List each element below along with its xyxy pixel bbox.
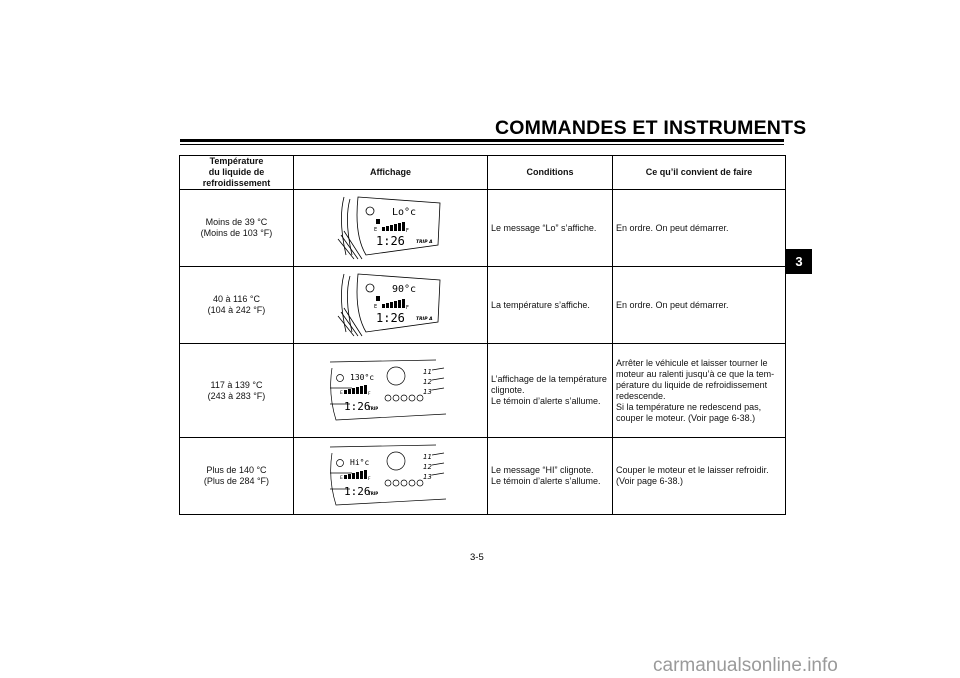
dashboard-display-illustration	[336, 195, 446, 261]
watermark[interactable]: carmanualsonline.info	[653, 655, 838, 676]
display-readout: 130°c	[349, 372, 374, 382]
svg-text:11: 11	[422, 367, 432, 376]
display-trip: TRIP A	[415, 240, 433, 245]
warning-icon	[366, 207, 374, 215]
svg-text:12: 12	[422, 377, 432, 386]
table-row	[180, 438, 786, 515]
table-row	[180, 344, 786, 438]
temperature-cell: 117 à 139 °C (243 à 283 °F)	[180, 344, 294, 438]
chapter-tab: 3	[786, 249, 812, 274]
svg-text:F: F	[405, 305, 409, 311]
svg-text:F: F	[367, 391, 371, 397]
svg-text:F: F	[405, 228, 409, 234]
svg-text:F: F	[367, 477, 371, 482]
action-cell: Couper le moteur et le laisser refroidir. (Voir page 6-38.)	[613, 438, 786, 515]
display-cell	[294, 438, 488, 515]
temperature-cell: Moins de 39 °C (Moins de 103 °F)	[180, 190, 294, 267]
title-rule-thick	[180, 139, 784, 142]
display-clock: 1:26	[375, 234, 405, 248]
header-temperature: Température du liquide de refroidissement	[180, 156, 294, 190]
conditions-cell: Le message “Lo” s’affiche.	[488, 190, 613, 267]
svg-text:E: E	[339, 390, 343, 396]
page-title: COMMANDES ET INSTRUMENTS	[495, 117, 807, 139]
conditions-cell: Le message “HI” clignote. Le témoin d’alerte s’allume.	[488, 438, 613, 515]
svg-text:12: 12	[422, 463, 432, 471]
display-cell	[294, 344, 488, 438]
coolant-temperature-table	[179, 155, 786, 515]
header-conditions: Conditions	[488, 156, 613, 190]
dashboard-display-illustration	[336, 272, 446, 338]
display-readout: Hi°c	[349, 458, 369, 467]
svg-text:13: 13	[422, 387, 432, 396]
svg-text:E: E	[373, 304, 377, 310]
table-row	[180, 267, 786, 344]
display-readout: Lo°c	[391, 207, 416, 218]
svg-text:13: 13	[422, 473, 432, 481]
header-action: Ce qu’il convient de faire	[613, 156, 786, 190]
instrument-cluster-illustration	[328, 358, 454, 424]
svg-text:E: E	[373, 227, 377, 233]
page-number: 3-5	[470, 552, 484, 563]
action-cell: Arrêter le véhicule et laisser tourner le moteur au ralenti jusqu’à ce que la tem- pérature du liquide de refroidissement redescende. Si la température ne redescend pas, couper le moteur. (Voir page 6-38.)	[613, 344, 786, 438]
warning-icon	[336, 374, 343, 381]
action-cell: En ordre. On peut démarrer.	[613, 190, 786, 267]
display-readout: 90°c	[391, 284, 416, 295]
temperature-cell: 40 à 116 °C (104 à 242 °F)	[180, 267, 294, 344]
display-trip: TRIP	[367, 405, 378, 411]
display-cell	[294, 267, 488, 344]
temperature-cell: Plus de 140 °C (Plus de 284 °F)	[180, 438, 294, 515]
header-display: Affichage	[294, 156, 488, 190]
conditions-cell: La température s’affiche.	[488, 267, 613, 344]
warning-icon	[366, 284, 374, 292]
instrument-cluster-illustration	[328, 443, 454, 509]
table-header-row	[180, 156, 786, 190]
display-cell	[294, 190, 488, 267]
svg-text:E: E	[339, 476, 343, 481]
warning-icon	[336, 460, 343, 467]
title-rule-thin	[180, 144, 784, 145]
display-clock: 1:26	[375, 311, 405, 325]
display-trip: TRIP A	[415, 317, 433, 322]
display-clock: 1:26	[343, 399, 370, 413]
conditions-cell: L’affichage de la température clignote. Le témoin d’alerte s’allume.	[488, 344, 613, 438]
table-row	[180, 190, 786, 267]
display-clock: 1:26	[343, 485, 370, 498]
display-trip: TRIP	[367, 491, 378, 496]
action-cell: En ordre. On peut démarrer.	[613, 267, 786, 344]
svg-text:11: 11	[422, 453, 432, 461]
